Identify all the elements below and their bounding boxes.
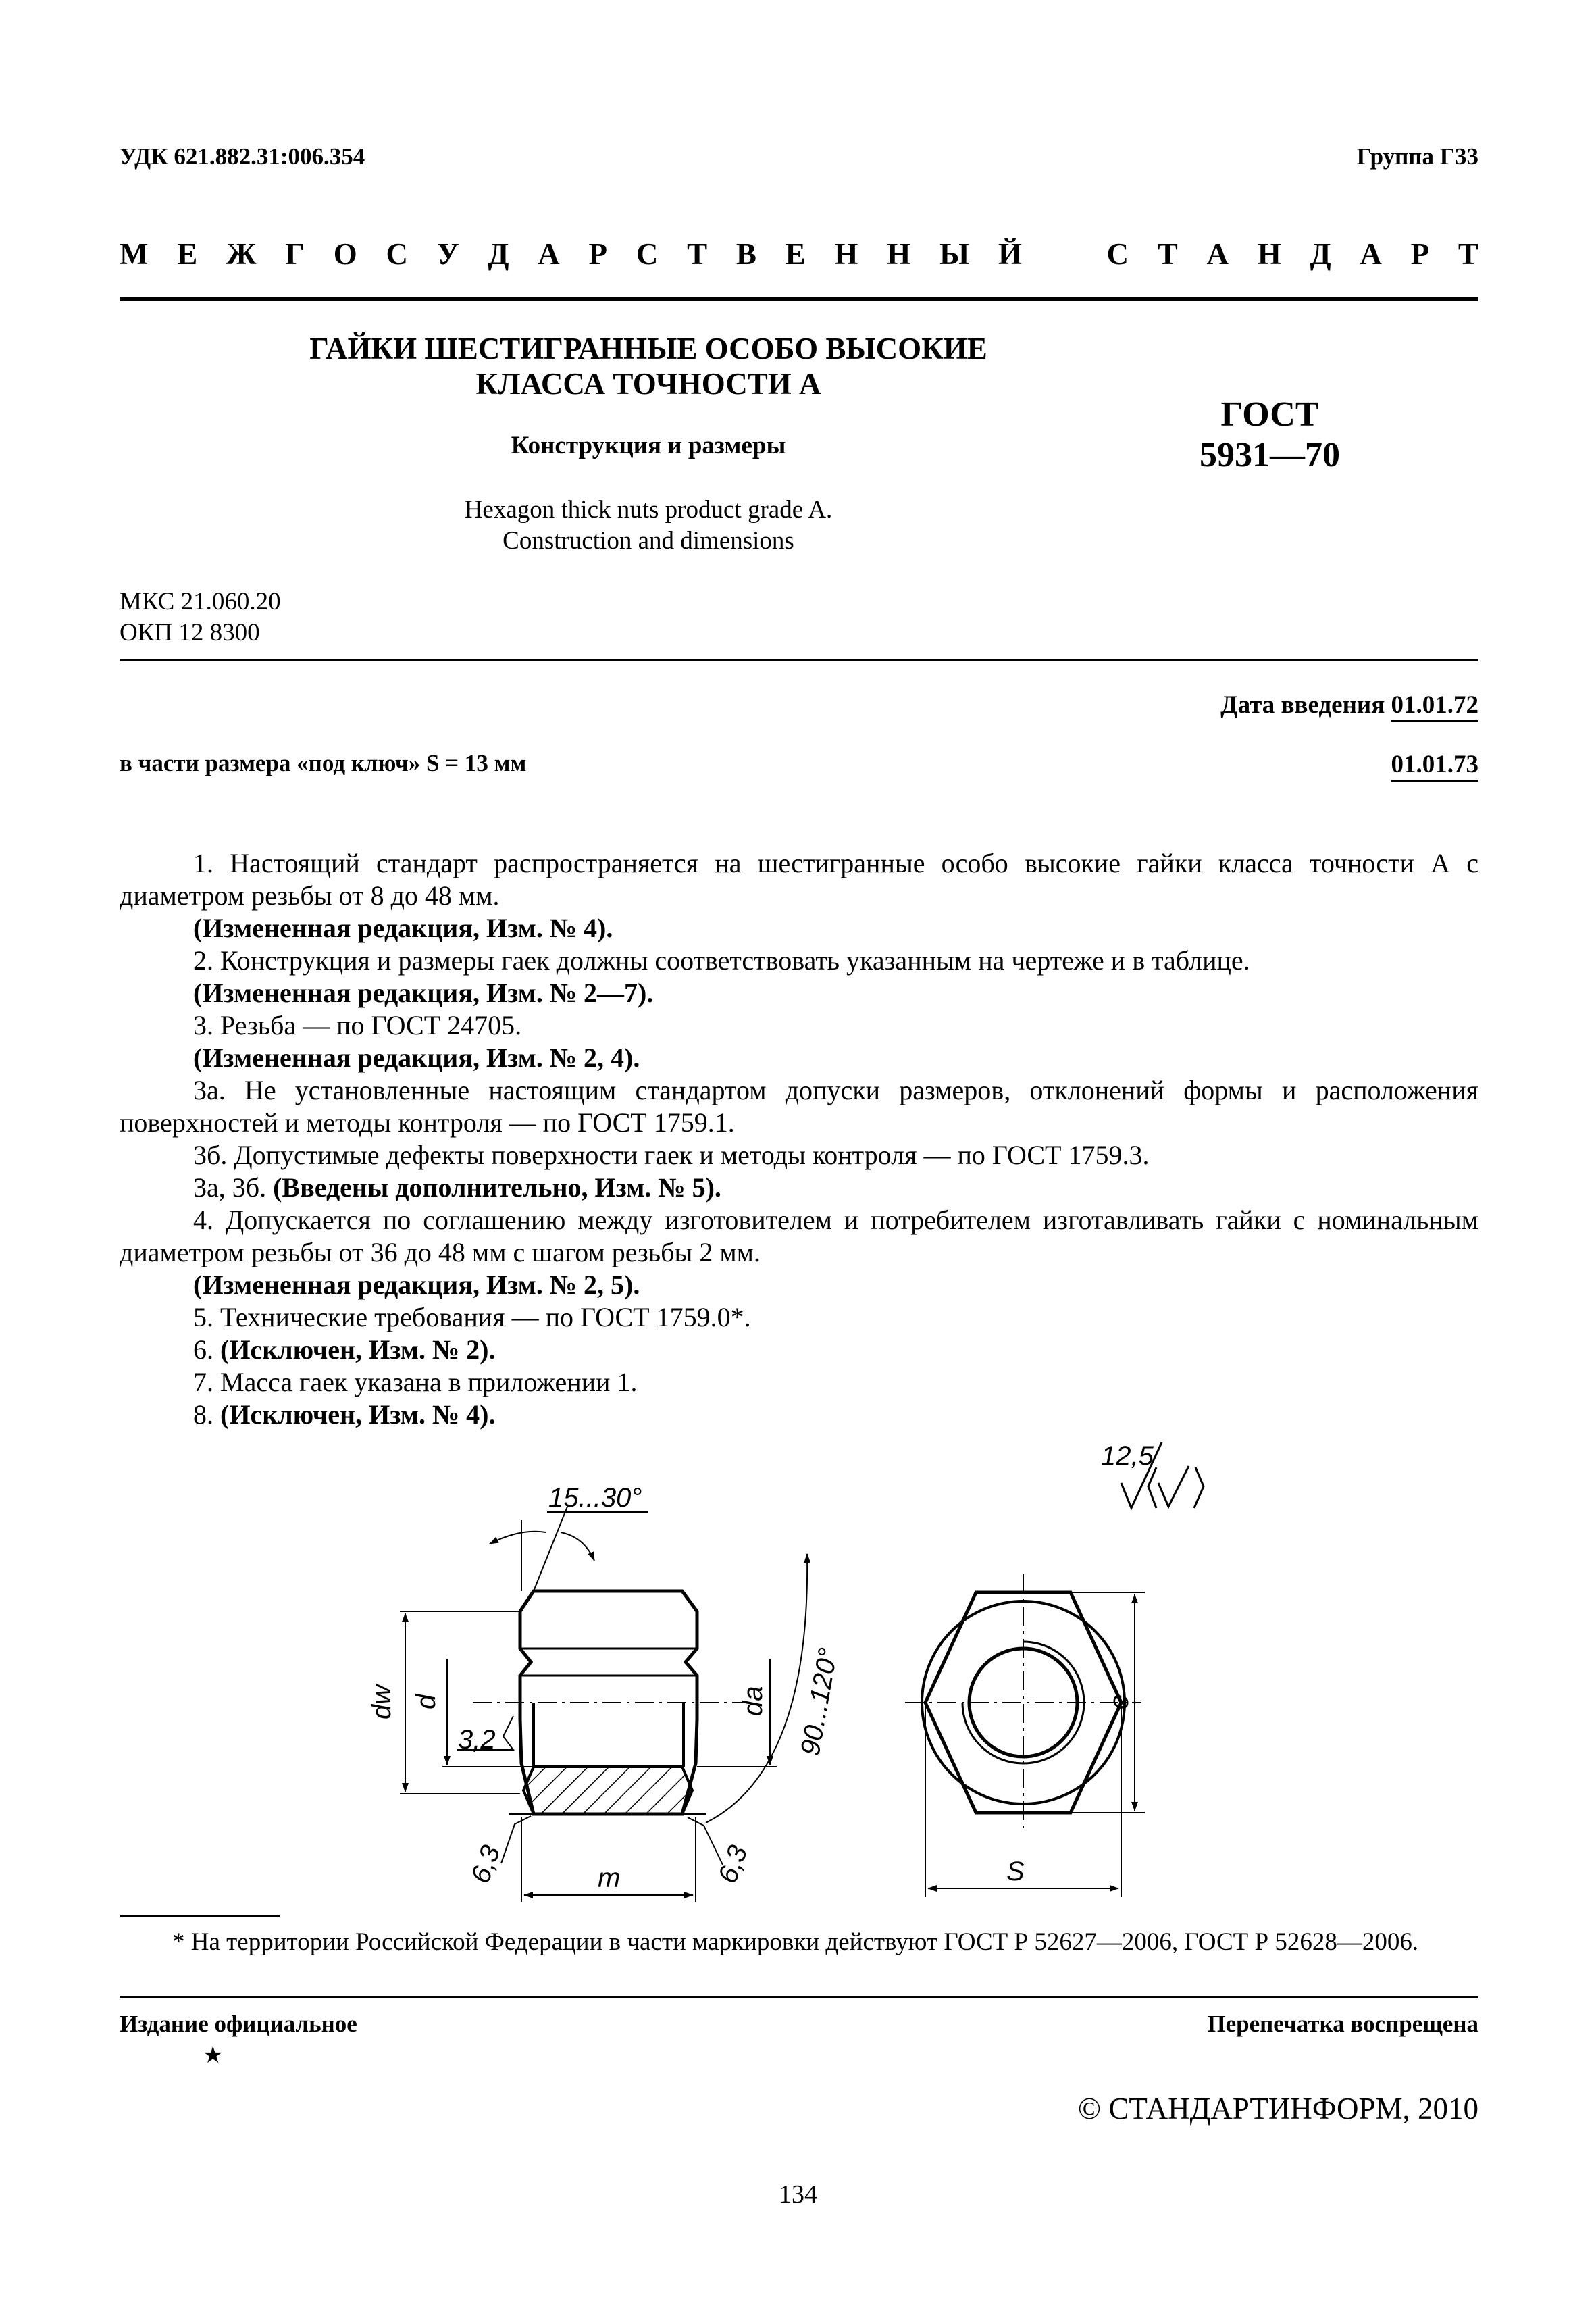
banner-letter: С xyxy=(636,237,659,271)
banner-letter: С xyxy=(386,237,408,271)
title-line-1: ГАЙКИ ШЕСТИГРАННЫЕ ОСОБО ВЫСОКИЕ xyxy=(309,332,987,366)
roughness-label: 12,5 xyxy=(1101,1441,1154,1471)
chamfer-angle-label: 90...120° xyxy=(795,1645,844,1758)
english-title-line-2: Construction and dimensions xyxy=(503,527,794,555)
banner-letter: Г xyxy=(285,237,305,271)
mks-code: МКС 21.060.20 xyxy=(120,588,281,615)
banner-letter: Н xyxy=(1257,237,1281,271)
copyright: © СТАНДАРТИНФОРМ, 2010 xyxy=(1077,2092,1478,2126)
banner-letter: Ы xyxy=(939,237,970,271)
document-title xyxy=(216,331,1081,401)
banner-letter: М xyxy=(120,237,149,271)
banner-letter: Й xyxy=(998,237,1022,271)
da-label: da xyxy=(738,1686,768,1716)
intro-date-label: Дата введения xyxy=(1220,691,1385,719)
clause-5: 5. Технические требования — по ГОСТ 1759.0*. xyxy=(193,1302,751,1332)
clause-3ab-prefix: 3а, 3б. xyxy=(193,1172,274,1203)
banner-letter: А xyxy=(538,237,560,271)
banner-letter: Т xyxy=(1458,237,1478,271)
clause-1-amendment: (Измененная редакция, Изм. № 4). xyxy=(193,913,613,943)
gost-number xyxy=(1162,395,1378,476)
intro-date xyxy=(1220,690,1478,720)
clause-2: 2. Конструкция и размеры гаек должны соответствовать указанным на чертеже и в таблице. xyxy=(193,945,1250,976)
banner-letter: Р xyxy=(588,237,608,271)
roughness-3-2-label: 3,2 xyxy=(458,1725,496,1755)
star-icon: ★ xyxy=(203,2043,224,2068)
banner-letter: Д xyxy=(488,237,509,271)
banner-letter: Е xyxy=(177,237,198,271)
banner-letter: Т xyxy=(687,237,708,271)
official-edition: Издание официальное xyxy=(120,2011,357,2037)
drawing-labels xyxy=(367,1441,1154,1893)
intro-date-value: 01.01.72 xyxy=(1391,691,1479,722)
clause-8-prefix: 8. xyxy=(193,1399,220,1430)
roughness-6-3-left-label: 6,3 xyxy=(465,1841,507,1888)
partial-size-date xyxy=(1391,750,1479,779)
banner-letter: Ж xyxy=(226,237,257,271)
partial-size-note: в части размера «под ключ» S = 13 мм xyxy=(120,750,527,776)
gost-label: ГОСТ xyxy=(1220,395,1319,434)
clause-7: 7. Масса гаек указана в приложении 1. xyxy=(193,1367,638,1397)
title-rule xyxy=(120,659,1478,661)
okp-code: ОКП 12 8300 xyxy=(120,619,260,647)
classification-codes xyxy=(120,586,281,649)
d-label: d xyxy=(411,1694,441,1709)
clause-8 xyxy=(120,1399,1478,1431)
footer-rule xyxy=(120,1996,1478,1998)
clause-1: 1. Настоящий стандарт распространяется на шестигранные особо высокие гайки класса точности А с диаметром резьбы от 8 до 48 мм. xyxy=(120,848,1478,911)
banner-letter: А xyxy=(1206,237,1229,271)
clause-6-amendment: (Исключен, Изм. № 2). xyxy=(220,1334,496,1365)
banner-letter: Н xyxy=(887,237,911,271)
clause-8-amendment: (Исключен, Изм. № 4). xyxy=(220,1399,496,1430)
roughness-6-3-right-label: 6,3 xyxy=(713,1841,754,1888)
m-label: m xyxy=(598,1863,621,1893)
clause-4: 4. Допускается по соглашению между изготовителем и потребителем изготавливать гайки с номинальным диаметром резьбы от 36 до 48 мм с шагом резьбы 2 мм. xyxy=(120,1205,1478,1267)
clause-3-amendment: (Измененная редакция, Изм. № 2, 4). xyxy=(193,1042,640,1073)
english-title xyxy=(216,495,1081,557)
english-title-line-1: Hexagon thick nuts product grade A. xyxy=(464,496,833,524)
footnote xyxy=(120,1927,1478,1958)
banner-letter: С xyxy=(1106,237,1129,271)
body-text xyxy=(120,847,1478,1431)
footnote-text: * На территории Российской Федерации в части маркировки действуют ГОСТ Р 52627—2006, ГОСТ Р 52628—2006. xyxy=(172,1928,1419,1956)
clause-2-amendment: (Измененная редакция, Изм. № 2—7). xyxy=(193,978,654,1008)
title-line-2: КЛАССА ТОЧНОСТИ А xyxy=(475,367,821,401)
banner-letter: Е xyxy=(785,237,806,271)
reprint-notice: Перепечатка воспрещена xyxy=(1207,2011,1478,2037)
clause-6 xyxy=(120,1334,1478,1366)
clause-3a: 3а. Не установленные настоящим стандартом допуски размеров, отклонений формы и расположения поверхностей и методы контроля — по ГОСТ 1759.1. xyxy=(120,1075,1478,1138)
banner-letter: Д xyxy=(1310,237,1331,271)
banner-letter: Т xyxy=(1157,237,1178,271)
interstate-standard-banner xyxy=(120,236,1478,272)
header-rule xyxy=(120,297,1478,301)
s-label: S xyxy=(1006,1857,1025,1886)
banner-letter: Р xyxy=(1410,237,1430,271)
banner-letter: О xyxy=(333,237,357,271)
dw-label: dw xyxy=(367,1684,396,1719)
e-label: e xyxy=(1104,1694,1134,1709)
footnote-rule xyxy=(120,1915,280,1917)
udc-code: УДК 621.882.31:006.354 xyxy=(120,143,365,170)
banner-letter: А xyxy=(1360,237,1382,271)
clause-3: 3. Резьба — по ГОСТ 24705. xyxy=(193,1010,522,1040)
banner-letter: В xyxy=(736,237,756,271)
banner-gap xyxy=(1051,236,1078,272)
clause-4-amendment: (Измененная редакция, Изм. № 2, 5). xyxy=(193,1269,640,1300)
clause-3ab-amendment: (Введены дополнительно, Изм. № 5). xyxy=(273,1172,721,1203)
clause-3ab xyxy=(120,1172,1478,1204)
clause-6-prefix: 6. xyxy=(193,1334,220,1365)
nut-technical-drawing xyxy=(0,1432,1596,1905)
clause-3b: 3б. Допустимые дефекты поверхности гаек и методы контроля — по ГОСТ 1759.3. xyxy=(193,1140,1150,1170)
banner-letter: У xyxy=(436,237,459,271)
partial-size-date-value: 01.01.73 xyxy=(1391,751,1479,782)
angle-top-label: 15...30° xyxy=(548,1483,642,1513)
top-view xyxy=(905,1574,1145,1897)
document-subtitle: Конструкция и размеры xyxy=(511,432,786,459)
group-code: Группа Г33 xyxy=(1356,143,1478,170)
gost-code: 5931—70 xyxy=(1200,436,1340,474)
page-number: 134 xyxy=(779,2180,817,2209)
banner-letter: Н xyxy=(834,237,858,271)
